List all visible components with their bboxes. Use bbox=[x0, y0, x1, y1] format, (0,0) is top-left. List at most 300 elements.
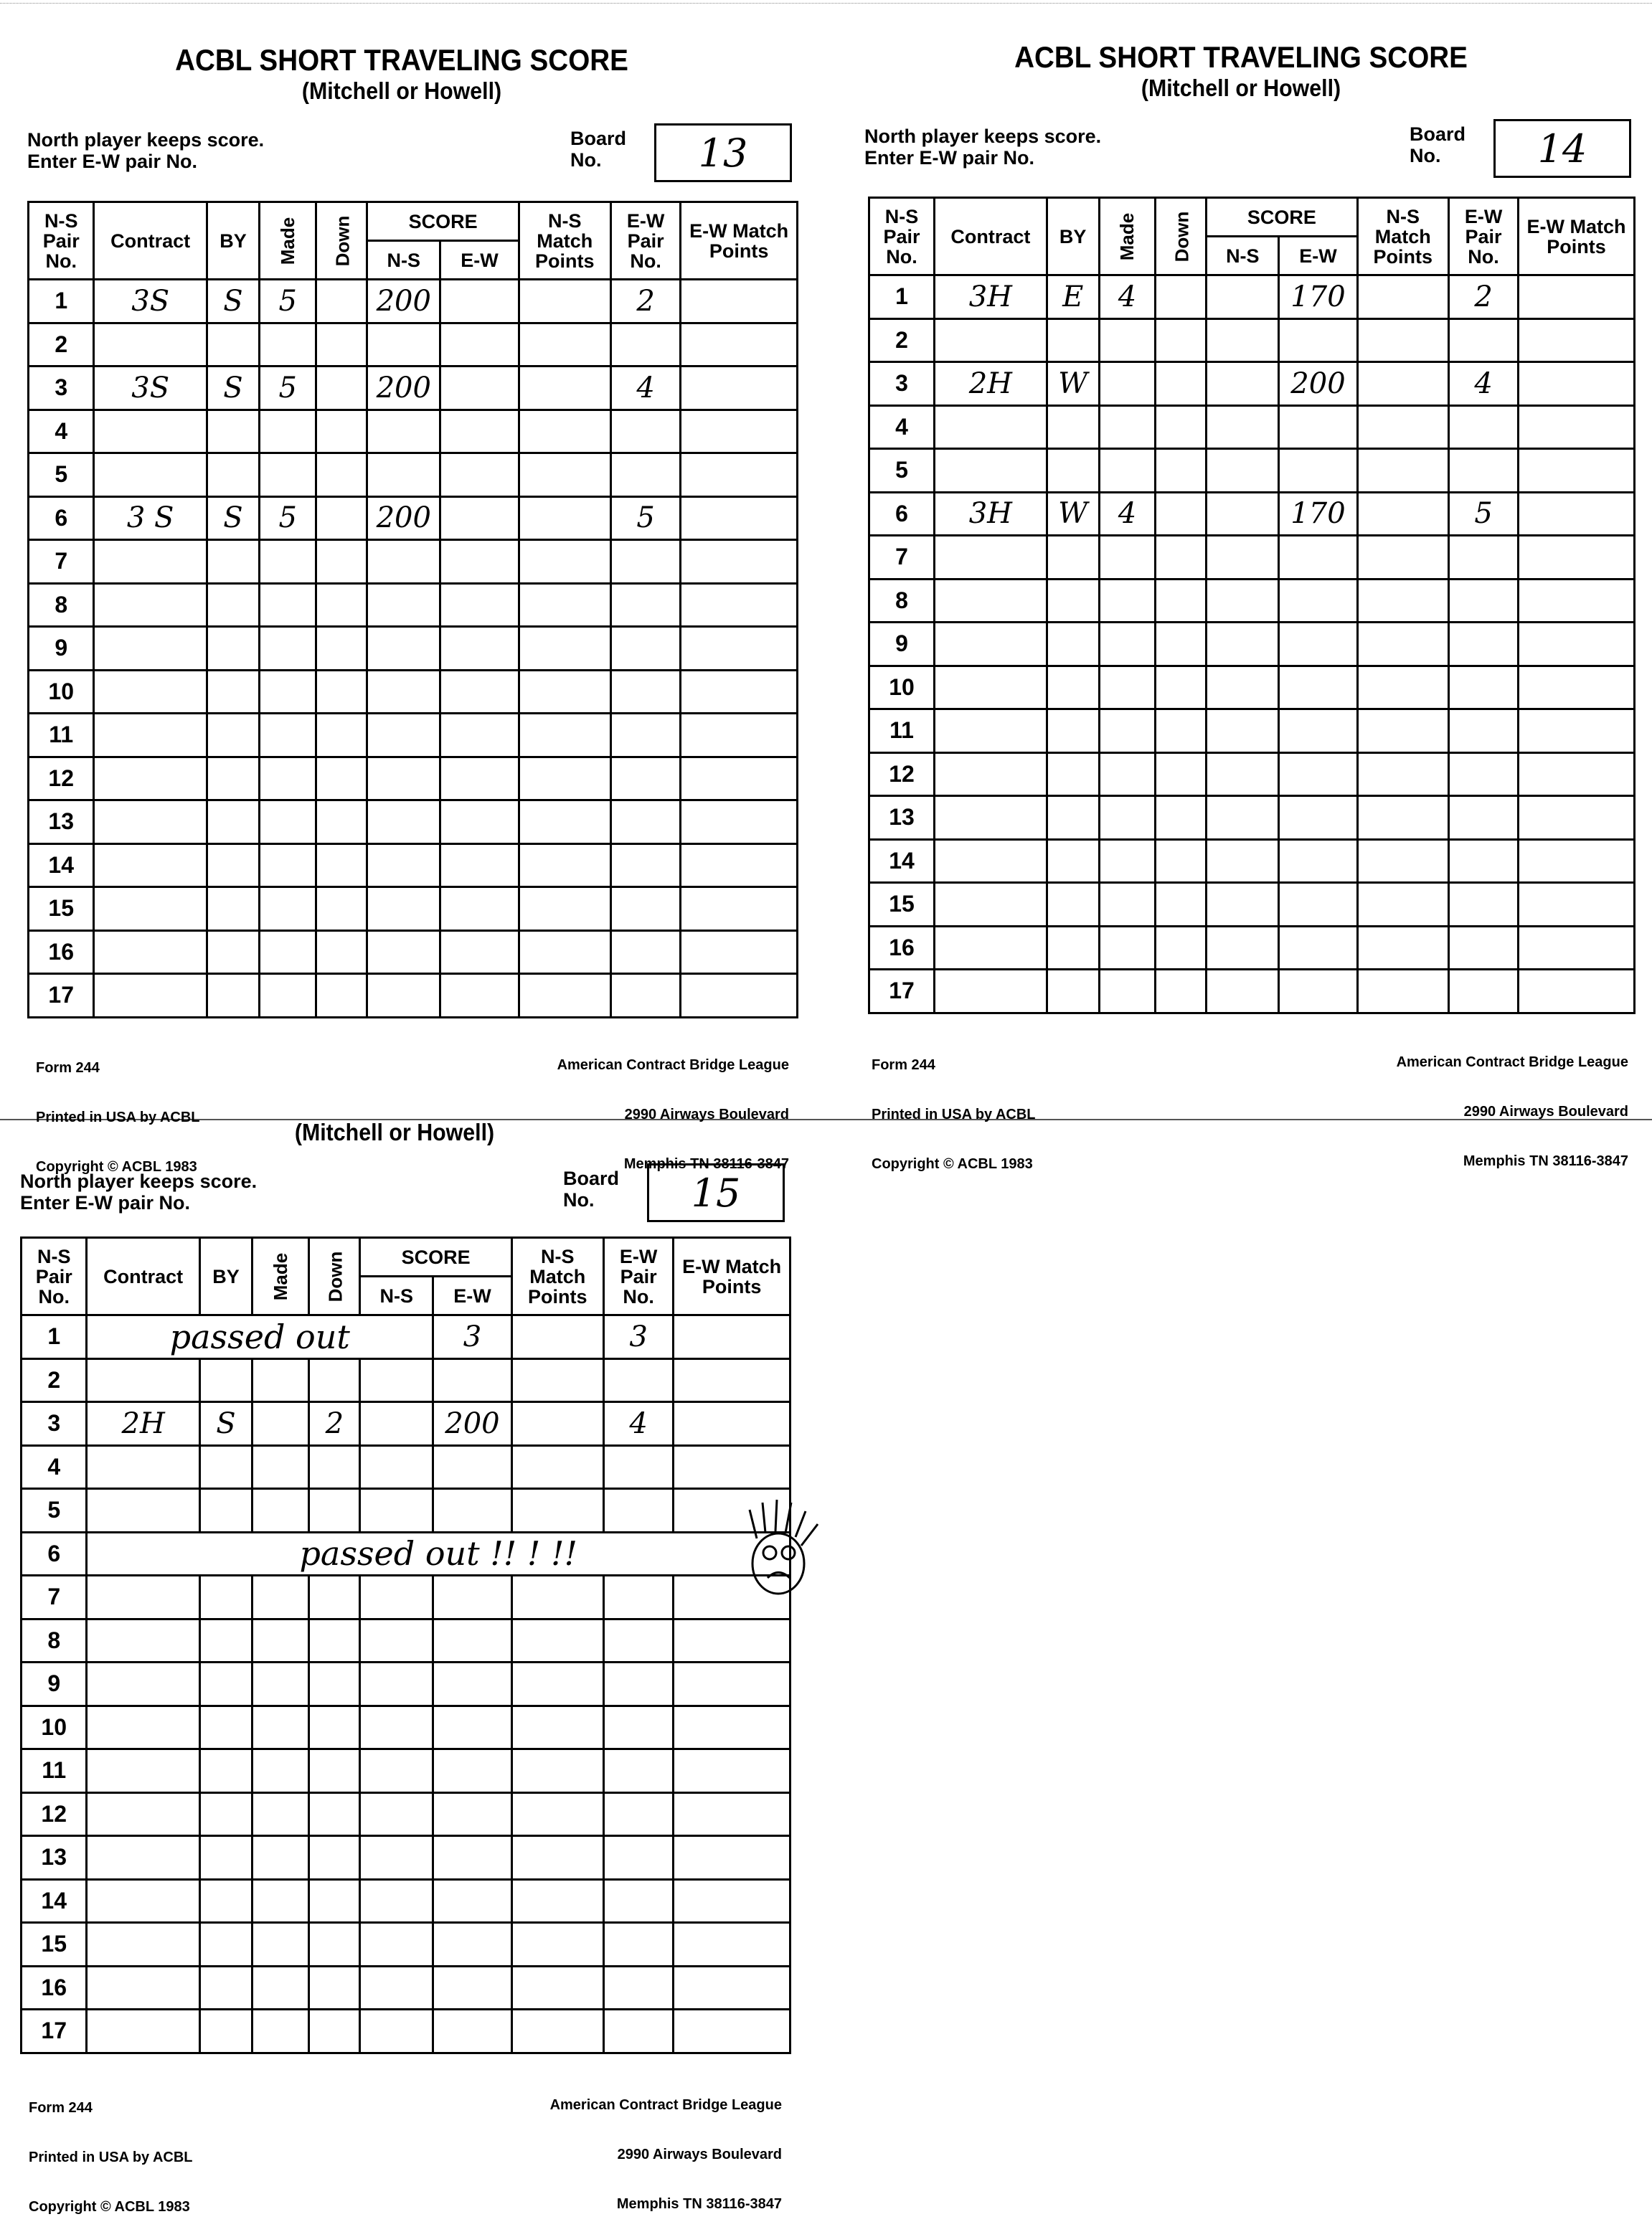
ew-match-points-cell[interactable] bbox=[1519, 449, 1635, 493]
down-cell[interactable] bbox=[316, 540, 367, 584]
score-ns-cell[interactable] bbox=[367, 930, 440, 974]
down-cell[interactable] bbox=[1156, 492, 1207, 536]
score-ew-cell[interactable] bbox=[440, 323, 519, 367]
ew-match-points-cell[interactable] bbox=[674, 1749, 790, 1793]
ns-match-points-cell[interactable] bbox=[1357, 796, 1448, 840]
contract-cell[interactable] bbox=[94, 800, 207, 844]
made-cell[interactable]: 4 bbox=[1099, 275, 1156, 319]
contract-cell[interactable]: 2H bbox=[87, 1402, 199, 1446]
ew-pair-cell[interactable] bbox=[1449, 623, 1519, 666]
ew-match-points-cell[interactable] bbox=[674, 1923, 790, 1967]
ns-match-points-cell[interactable] bbox=[519, 410, 610, 453]
score-ew-cell[interactable] bbox=[440, 583, 519, 627]
score-ew-cell[interactable] bbox=[440, 930, 519, 974]
made-cell[interactable] bbox=[260, 930, 316, 974]
score-ns-cell[interactable] bbox=[360, 1923, 433, 1967]
contract-cell[interactable] bbox=[935, 579, 1047, 623]
down-cell[interactable] bbox=[309, 1706, 360, 1749]
ew-pair-cell[interactable] bbox=[1449, 449, 1519, 493]
ew-match-points-cell[interactable] bbox=[1519, 275, 1635, 319]
ew-match-points-cell[interactable] bbox=[1519, 492, 1635, 536]
ew-pair-cell[interactable] bbox=[1449, 536, 1519, 580]
down-cell[interactable] bbox=[309, 1923, 360, 1967]
ew-pair-cell[interactable]: 2 bbox=[1449, 275, 1519, 319]
ns-match-points-cell[interactable] bbox=[1357, 839, 1448, 883]
ew-pair-cell[interactable] bbox=[603, 1706, 674, 1749]
ew-match-points-cell[interactable] bbox=[1519, 883, 1635, 927]
by-cell[interactable] bbox=[199, 1749, 252, 1793]
ew-match-points-cell[interactable] bbox=[674, 1402, 790, 1446]
down-cell[interactable] bbox=[316, 714, 367, 757]
ew-match-points-cell[interactable] bbox=[681, 583, 798, 627]
ew-pair-cell[interactable] bbox=[603, 1749, 674, 1793]
made-cell[interactable] bbox=[252, 1402, 309, 1446]
by-cell[interactable] bbox=[207, 974, 259, 1018]
down-cell[interactable] bbox=[309, 1663, 360, 1706]
made-cell[interactable] bbox=[252, 1576, 309, 1619]
ns-match-points-cell[interactable] bbox=[511, 1576, 603, 1619]
made-cell[interactable] bbox=[260, 627, 316, 671]
score-ns-cell[interactable] bbox=[367, 887, 440, 931]
score-ew-cell[interactable] bbox=[1279, 318, 1357, 362]
score-ns-cell[interactable] bbox=[1207, 666, 1279, 709]
down-cell[interactable] bbox=[316, 453, 367, 497]
score-ew-cell[interactable] bbox=[1279, 709, 1357, 753]
score-ns-cell[interactable] bbox=[360, 1706, 433, 1749]
score-ns-cell[interactable] bbox=[1207, 752, 1279, 796]
down-cell[interactable] bbox=[1156, 318, 1207, 362]
ew-match-points-cell[interactable] bbox=[674, 1619, 790, 1663]
by-cell[interactable]: S bbox=[207, 367, 259, 410]
ew-match-points-cell[interactable] bbox=[681, 670, 798, 714]
score-ns-cell[interactable] bbox=[360, 1402, 433, 1446]
ew-pair-cell[interactable] bbox=[610, 583, 681, 627]
down-cell[interactable] bbox=[316, 757, 367, 800]
score-ew-cell[interactable] bbox=[433, 2010, 512, 2053]
score-ew-cell[interactable]: 200 bbox=[1279, 362, 1357, 406]
contract-cell[interactable]: 3S bbox=[94, 280, 207, 323]
score-ew-cell[interactable]: 3 bbox=[433, 1315, 512, 1359]
made-cell[interactable] bbox=[252, 1836, 309, 1880]
by-cell[interactable]: W bbox=[1047, 362, 1099, 406]
score-ew-cell[interactable] bbox=[1279, 796, 1357, 840]
ew-pair-cell[interactable] bbox=[1449, 666, 1519, 709]
ew-match-points-cell[interactable] bbox=[681, 323, 798, 367]
down-cell[interactable] bbox=[309, 1358, 360, 1402]
ew-match-points-cell[interactable] bbox=[674, 1966, 790, 2010]
ns-match-points-cell[interactable] bbox=[1357, 579, 1448, 623]
by-cell[interactable] bbox=[207, 627, 259, 671]
down-cell[interactable] bbox=[1156, 405, 1207, 449]
made-cell[interactable] bbox=[1099, 405, 1156, 449]
ns-match-points-cell[interactable] bbox=[511, 1836, 603, 1880]
made-cell[interactable]: 5 bbox=[260, 280, 316, 323]
by-cell[interactable] bbox=[199, 1619, 252, 1663]
made-cell[interactable] bbox=[260, 583, 316, 627]
contract-cell[interactable] bbox=[94, 540, 207, 584]
ew-pair-cell[interactable] bbox=[603, 1966, 674, 2010]
by-cell[interactable] bbox=[207, 757, 259, 800]
contract-cell[interactable] bbox=[935, 839, 1047, 883]
ns-match-points-cell[interactable] bbox=[1357, 709, 1448, 753]
score-ew-cell[interactable] bbox=[440, 496, 519, 540]
down-cell[interactable] bbox=[1156, 970, 1207, 1013]
contract-cell[interactable]: 3 S bbox=[94, 496, 207, 540]
ns-match-points-cell[interactable] bbox=[1357, 970, 1448, 1013]
ew-pair-cell[interactable]: 3 bbox=[603, 1315, 674, 1359]
ew-match-points-cell[interactable] bbox=[681, 627, 798, 671]
ew-pair-cell[interactable] bbox=[610, 670, 681, 714]
ew-match-points-cell[interactable] bbox=[681, 930, 798, 974]
score-ew-cell[interactable] bbox=[433, 1749, 512, 1793]
ew-pair-cell[interactable] bbox=[603, 1576, 674, 1619]
down-cell[interactable] bbox=[316, 583, 367, 627]
score-ns-cell[interactable] bbox=[360, 1879, 433, 1923]
contract-cell[interactable] bbox=[87, 1489, 199, 1533]
score-ew-cell[interactable] bbox=[433, 1706, 512, 1749]
ew-pair-cell[interactable] bbox=[1449, 405, 1519, 449]
score-ew-cell[interactable] bbox=[433, 1836, 512, 1880]
contract-cell[interactable] bbox=[87, 1792, 199, 1836]
down-cell[interactable] bbox=[1156, 883, 1207, 927]
made-cell[interactable] bbox=[260, 887, 316, 931]
ns-match-points-cell[interactable] bbox=[1357, 362, 1448, 406]
ew-pair-cell[interactable] bbox=[603, 1619, 674, 1663]
ns-match-points-cell[interactable] bbox=[511, 1706, 603, 1749]
score-ns-cell[interactable] bbox=[367, 540, 440, 584]
ew-match-points-cell[interactable] bbox=[681, 843, 798, 887]
by-cell[interactable] bbox=[1047, 796, 1099, 840]
ew-pair-cell[interactable] bbox=[1449, 752, 1519, 796]
ns-match-points-cell[interactable] bbox=[519, 714, 610, 757]
contract-cell[interactable] bbox=[935, 318, 1047, 362]
score-ns-cell[interactable] bbox=[1207, 926, 1279, 970]
made-cell[interactable] bbox=[252, 1445, 309, 1489]
score-ns-cell[interactable] bbox=[1207, 883, 1279, 927]
down-cell[interactable] bbox=[309, 1489, 360, 1533]
score-ew-cell[interactable]: 170 bbox=[1279, 492, 1357, 536]
ew-pair-cell[interactable] bbox=[610, 843, 681, 887]
score-ew-cell[interactable] bbox=[1279, 752, 1357, 796]
ew-pair-cell[interactable] bbox=[603, 1489, 674, 1533]
ew-pair-cell[interactable]: 2 bbox=[610, 280, 681, 323]
made-cell[interactable] bbox=[1099, 579, 1156, 623]
score-ew-cell[interactable] bbox=[440, 280, 519, 323]
contract-cell[interactable] bbox=[94, 670, 207, 714]
ew-pair-cell[interactable]: 4 bbox=[603, 1402, 674, 1446]
score-ew-cell[interactable] bbox=[433, 1792, 512, 1836]
score-ns-cell[interactable]: 200 bbox=[367, 496, 440, 540]
ns-match-points-cell[interactable] bbox=[511, 1358, 603, 1402]
made-cell[interactable] bbox=[1099, 318, 1156, 362]
ew-pair-cell[interactable] bbox=[610, 974, 681, 1018]
down-cell[interactable] bbox=[316, 323, 367, 367]
down-cell[interactable] bbox=[1156, 709, 1207, 753]
by-cell[interactable]: S bbox=[199, 1402, 252, 1446]
made-cell[interactable] bbox=[252, 1619, 309, 1663]
down-cell[interactable] bbox=[316, 280, 367, 323]
contract-cell[interactable] bbox=[94, 757, 207, 800]
score-ew-cell[interactable]: 200 bbox=[433, 1402, 512, 1446]
by-cell[interactable] bbox=[199, 1923, 252, 1967]
made-cell[interactable]: 5 bbox=[260, 367, 316, 410]
down-cell[interactable] bbox=[309, 1445, 360, 1489]
ew-match-points-cell[interactable] bbox=[681, 453, 798, 497]
down-cell[interactable]: 2 bbox=[309, 1402, 360, 1446]
ew-pair-cell[interactable] bbox=[610, 930, 681, 974]
down-cell[interactable] bbox=[316, 930, 367, 974]
score-ns-cell[interactable] bbox=[367, 583, 440, 627]
ew-pair-cell[interactable] bbox=[610, 410, 681, 453]
ew-pair-cell[interactable] bbox=[610, 757, 681, 800]
made-cell[interactable] bbox=[252, 1966, 309, 2010]
ew-pair-cell[interactable] bbox=[603, 1358, 674, 1402]
made-cell[interactable] bbox=[252, 1358, 309, 1402]
ew-match-points-cell[interactable] bbox=[674, 2010, 790, 2053]
score-ns-cell[interactable] bbox=[1207, 579, 1279, 623]
score-ns-cell[interactable] bbox=[1207, 796, 1279, 840]
made-cell[interactable] bbox=[260, 974, 316, 1018]
made-cell[interactable] bbox=[252, 1489, 309, 1533]
down-cell[interactable] bbox=[309, 1792, 360, 1836]
made-cell[interactable] bbox=[260, 843, 316, 887]
ns-match-points-cell[interactable] bbox=[519, 670, 610, 714]
contract-cell[interactable] bbox=[94, 627, 207, 671]
ew-pair-cell[interactable]: 4 bbox=[610, 367, 681, 410]
down-cell[interactable] bbox=[1156, 752, 1207, 796]
by-cell[interactable] bbox=[1047, 752, 1099, 796]
ns-match-points-cell[interactable] bbox=[1357, 926, 1448, 970]
down-cell[interactable] bbox=[316, 887, 367, 931]
score-ew-cell[interactable] bbox=[1279, 405, 1357, 449]
by-cell[interactable] bbox=[1047, 709, 1099, 753]
by-cell[interactable]: S bbox=[207, 280, 259, 323]
by-cell[interactable] bbox=[199, 1879, 252, 1923]
made-cell[interactable] bbox=[252, 2010, 309, 2053]
down-cell[interactable] bbox=[316, 670, 367, 714]
score-ns-cell[interactable] bbox=[360, 1836, 433, 1880]
down-cell[interactable] bbox=[1156, 362, 1207, 406]
by-cell[interactable] bbox=[199, 1358, 252, 1402]
by-cell[interactable] bbox=[1047, 839, 1099, 883]
score-ns-cell[interactable] bbox=[367, 453, 440, 497]
ns-match-points-cell[interactable] bbox=[519, 757, 610, 800]
score-ns-cell[interactable] bbox=[360, 1749, 433, 1793]
ns-match-points-cell[interactable] bbox=[519, 974, 610, 1018]
ns-match-points-cell[interactable] bbox=[519, 843, 610, 887]
ns-match-points-cell[interactable] bbox=[1357, 883, 1448, 927]
score-ew-cell[interactable] bbox=[440, 843, 519, 887]
by-cell[interactable] bbox=[199, 1489, 252, 1533]
ns-match-points-cell[interactable] bbox=[511, 2010, 603, 2053]
ew-match-points-cell[interactable] bbox=[674, 1445, 790, 1489]
score-ns-cell[interactable] bbox=[367, 974, 440, 1018]
passed-out-note[interactable]: passed out !! ! !! bbox=[87, 1532, 790, 1576]
down-cell[interactable] bbox=[309, 1966, 360, 2010]
ns-match-points-cell[interactable] bbox=[511, 1879, 603, 1923]
ns-match-points-cell[interactable] bbox=[519, 367, 610, 410]
by-cell[interactable] bbox=[207, 323, 259, 367]
contract-cell[interactable] bbox=[935, 970, 1047, 1013]
score-ns-cell[interactable] bbox=[360, 1792, 433, 1836]
by-cell[interactable] bbox=[1047, 579, 1099, 623]
ew-match-points-cell[interactable] bbox=[1519, 839, 1635, 883]
made-cell[interactable] bbox=[260, 800, 316, 844]
down-cell[interactable] bbox=[309, 1879, 360, 1923]
contract-cell[interactable] bbox=[935, 796, 1047, 840]
ew-pair-cell[interactable] bbox=[610, 800, 681, 844]
score-ew-cell[interactable] bbox=[433, 1923, 512, 1967]
contract-cell[interactable] bbox=[935, 449, 1047, 493]
ew-pair-cell[interactable] bbox=[1449, 579, 1519, 623]
ns-match-points-cell[interactable] bbox=[519, 280, 610, 323]
score-ns-cell[interactable] bbox=[360, 1358, 433, 1402]
made-cell[interactable] bbox=[1099, 536, 1156, 580]
made-cell[interactable]: 5 bbox=[260, 496, 316, 540]
ns-match-points-cell[interactable] bbox=[1357, 449, 1448, 493]
down-cell[interactable] bbox=[1156, 926, 1207, 970]
down-cell[interactable] bbox=[1156, 449, 1207, 493]
ns-match-points-cell[interactable] bbox=[511, 1445, 603, 1489]
down-cell[interactable] bbox=[309, 1749, 360, 1793]
ew-pair-cell[interactable] bbox=[603, 1923, 674, 1967]
score-ns-cell[interactable] bbox=[360, 1619, 433, 1663]
made-cell[interactable] bbox=[252, 1923, 309, 1967]
contract-cell[interactable] bbox=[87, 1706, 199, 1749]
down-cell[interactable] bbox=[1156, 796, 1207, 840]
score-ew-cell[interactable] bbox=[433, 1619, 512, 1663]
by-cell[interactable]: S bbox=[207, 496, 259, 540]
ns-match-points-cell[interactable] bbox=[511, 1966, 603, 2010]
score-ew-cell[interactable] bbox=[433, 1358, 512, 1402]
ew-match-points-cell[interactable] bbox=[1519, 318, 1635, 362]
score-ew-cell[interactable] bbox=[440, 714, 519, 757]
ew-match-points-cell[interactable] bbox=[1519, 623, 1635, 666]
down-cell[interactable] bbox=[316, 367, 367, 410]
by-cell[interactable] bbox=[1047, 623, 1099, 666]
ns-match-points-cell[interactable] bbox=[511, 1923, 603, 1967]
score-ew-cell[interactable] bbox=[440, 410, 519, 453]
score-ns-cell[interactable] bbox=[360, 1663, 433, 1706]
score-ns-cell[interactable] bbox=[367, 843, 440, 887]
made-cell[interactable] bbox=[252, 1706, 309, 1749]
score-ns-cell[interactable]: 200 bbox=[367, 280, 440, 323]
ew-match-points-cell[interactable] bbox=[681, 974, 798, 1018]
ew-match-points-cell[interactable] bbox=[1519, 752, 1635, 796]
made-cell[interactable] bbox=[260, 453, 316, 497]
score-ns-cell[interactable] bbox=[360, 1445, 433, 1489]
ns-match-points-cell[interactable] bbox=[1357, 492, 1448, 536]
down-cell[interactable] bbox=[309, 1619, 360, 1663]
contract-cell[interactable] bbox=[94, 583, 207, 627]
by-cell[interactable] bbox=[199, 1576, 252, 1619]
ns-match-points-cell[interactable] bbox=[1357, 405, 1448, 449]
ns-match-points-cell[interactable] bbox=[511, 1792, 603, 1836]
down-cell[interactable] bbox=[316, 800, 367, 844]
score-ew-cell[interactable] bbox=[433, 1576, 512, 1619]
contract-cell[interactable] bbox=[935, 623, 1047, 666]
ew-pair-cell[interactable]: 4 bbox=[1449, 362, 1519, 406]
made-cell[interactable] bbox=[1099, 449, 1156, 493]
down-cell[interactable] bbox=[309, 1836, 360, 1880]
score-ns-cell[interactable]: 200 bbox=[367, 367, 440, 410]
contract-cell[interactable] bbox=[87, 1923, 199, 1967]
ew-match-points-cell[interactable] bbox=[681, 410, 798, 453]
ew-pair-cell[interactable] bbox=[603, 1445, 674, 1489]
ew-pair-cell[interactable] bbox=[610, 887, 681, 931]
ns-match-points-cell[interactable] bbox=[511, 1663, 603, 1706]
contract-cell[interactable] bbox=[87, 1576, 199, 1619]
ew-match-points-cell[interactable] bbox=[674, 1879, 790, 1923]
contract-cell[interactable]: 2H bbox=[935, 362, 1047, 406]
ns-match-points-cell[interactable] bbox=[519, 930, 610, 974]
score-ew-cell[interactable] bbox=[1279, 449, 1357, 493]
by-cell[interactable] bbox=[199, 1663, 252, 1706]
ns-match-points-cell[interactable] bbox=[519, 453, 610, 497]
down-cell[interactable] bbox=[309, 1576, 360, 1619]
score-ew-cell[interactable] bbox=[433, 1663, 512, 1706]
contract-cell[interactable] bbox=[935, 536, 1047, 580]
ew-match-points-cell[interactable] bbox=[681, 757, 798, 800]
ns-match-points-cell[interactable] bbox=[519, 323, 610, 367]
ew-match-points-cell[interactable] bbox=[1519, 666, 1635, 709]
down-cell[interactable] bbox=[316, 410, 367, 453]
by-cell[interactable] bbox=[207, 410, 259, 453]
by-cell[interactable]: W bbox=[1047, 492, 1099, 536]
made-cell[interactable] bbox=[1099, 362, 1156, 406]
score-ew-cell[interactable] bbox=[1279, 536, 1357, 580]
by-cell[interactable] bbox=[207, 670, 259, 714]
made-cell[interactable] bbox=[260, 757, 316, 800]
score-ew-cell[interactable] bbox=[440, 367, 519, 410]
down-cell[interactable] bbox=[316, 496, 367, 540]
score-ew-cell[interactable] bbox=[440, 800, 519, 844]
score-ew-cell[interactable] bbox=[433, 1966, 512, 2010]
score-ns-cell[interactable] bbox=[1207, 318, 1279, 362]
score-ew-cell[interactable] bbox=[1279, 970, 1357, 1013]
score-ns-cell[interactable] bbox=[367, 323, 440, 367]
made-cell[interactable] bbox=[252, 1663, 309, 1706]
ns-match-points-cell[interactable] bbox=[1357, 623, 1448, 666]
by-cell[interactable] bbox=[207, 800, 259, 844]
ew-pair-cell[interactable] bbox=[603, 1663, 674, 1706]
contract-cell[interactable] bbox=[87, 2010, 199, 2053]
ew-match-points-cell[interactable] bbox=[674, 1358, 790, 1402]
made-cell[interactable] bbox=[252, 1792, 309, 1836]
by-cell[interactable] bbox=[199, 1706, 252, 1749]
contract-cell[interactable] bbox=[935, 752, 1047, 796]
ew-match-points-cell[interactable] bbox=[674, 1792, 790, 1836]
score-ew-cell[interactable] bbox=[1279, 926, 1357, 970]
score-ns-cell[interactable] bbox=[1207, 449, 1279, 493]
ns-match-points-cell[interactable] bbox=[519, 800, 610, 844]
contract-cell[interactable] bbox=[94, 410, 207, 453]
ew-match-points-cell[interactable] bbox=[681, 714, 798, 757]
by-cell[interactable] bbox=[207, 714, 259, 757]
ew-match-points-cell[interactable] bbox=[1519, 970, 1635, 1013]
made-cell[interactable] bbox=[260, 714, 316, 757]
ew-pair-cell[interactable] bbox=[610, 714, 681, 757]
down-cell[interactable] bbox=[1156, 623, 1207, 666]
made-cell[interactable] bbox=[1099, 796, 1156, 840]
ns-match-points-cell[interactable] bbox=[1357, 666, 1448, 709]
ew-pair-cell[interactable] bbox=[610, 627, 681, 671]
made-cell[interactable] bbox=[252, 1749, 309, 1793]
ew-match-points-cell[interactable] bbox=[681, 887, 798, 931]
ew-pair-cell[interactable] bbox=[610, 323, 681, 367]
score-ew-cell[interactable] bbox=[440, 887, 519, 931]
score-ew-cell[interactable] bbox=[440, 974, 519, 1018]
